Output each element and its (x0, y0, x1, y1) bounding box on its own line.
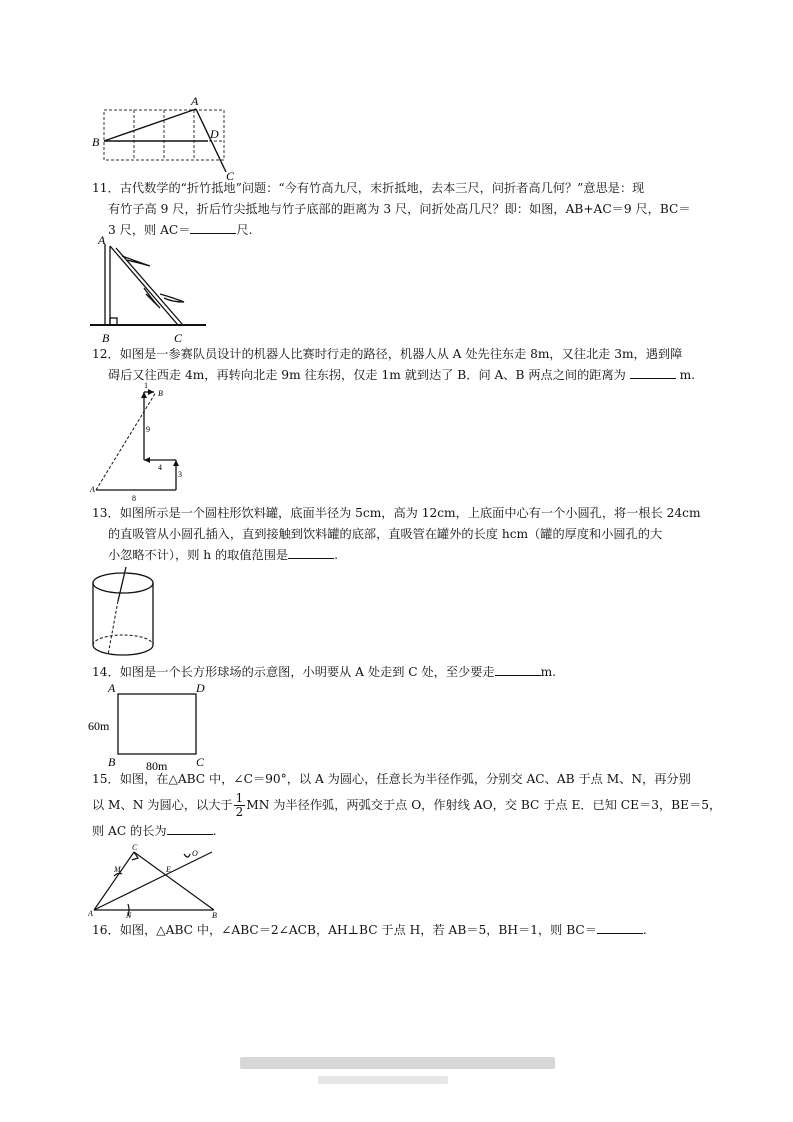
q15-label-n: N (126, 911, 132, 920)
q12-label-b: B (158, 389, 163, 398)
question-15 (92, 769, 724, 842)
q12-number: 12． (92, 347, 120, 361)
q16-line1-b: . (642, 923, 647, 937)
q12-label-a: A (90, 485, 95, 494)
q14-label-c: C (196, 755, 205, 769)
q14-line1-a: 如图是一个长方形球场的示意图，小明要从 A 处走到 C 处，至少要走 (119, 665, 495, 679)
q13-cylinder-figure (88, 565, 160, 665)
q12-seg-4: 4 (158, 463, 162, 472)
q11-line2: 有竹子高 9 尺，折后竹尖抵地与竹子底部的距离为 3 尺，问折处高几尺？即：如图，AB+AC＝9 尺，BC＝ (108, 202, 691, 216)
q14-line1-b: m. (540, 665, 557, 679)
q15-fraction (234, 792, 246, 819)
q14-side-length: 60m (88, 719, 110, 733)
q15-answer-blank[interactable] (167, 822, 213, 835)
q10-label-b: B (92, 135, 100, 149)
q14-field-figure (86, 680, 216, 772)
q12-line2-b: m. (679, 368, 696, 382)
q13-line2: 的直吸管从小圆孔插入，直到接触到饮料罐的底部，直吸管在罐外的长度 hcm（罐的厚度和小圆孔的大 (108, 527, 663, 541)
q15-line1: 如图，在△ABC 中，∠C＝90°，以 A 为圆心，任意长为半径作弧，分别交 AC、AB 于点 M、N，再分别 (119, 772, 691, 786)
q15-line2-b: MN 为半径作弧，两弧交于点 O，作射线 AO，交 BC 于点 E．已知 CE＝3，BE＝5， (246, 798, 722, 812)
q16-number: 16． (92, 923, 120, 937)
question-16 (92, 920, 724, 941)
q14-answer-blank[interactable] (495, 663, 541, 676)
q14-label-d: D (196, 681, 205, 695)
q15-label-c: C (132, 843, 138, 852)
q14-number: 14． (92, 665, 120, 679)
q15-frac-den: 2 (235, 805, 244, 819)
q11-figure (88, 232, 213, 344)
question-13 (92, 503, 724, 566)
q11-line1: 古代数学的“折竹抵地”问题：“今有竹高九尺，末折抵地，去本三尺，问折者高几何？”意思是：现 (119, 181, 645, 195)
footer-blur-line-1 (240, 1057, 555, 1069)
q11-label-a: A (98, 233, 106, 247)
q15-label-o: O (192, 849, 198, 858)
q11-label-b: B (102, 331, 110, 344)
q15-line2-a: 以 M、N 为圆心，以大于 (92, 798, 233, 812)
q16-answer-blank[interactable] (597, 921, 643, 934)
q15-label-a: A (88, 909, 93, 918)
q15-frac-num: 1 (235, 791, 244, 805)
q11-line3-b: 尺. (236, 223, 253, 237)
q14-label-a: A (108, 681, 116, 695)
q15-line3-b: . (212, 824, 217, 838)
q13-number: 13． (92, 506, 120, 520)
q10-label-c: C (226, 169, 235, 182)
q15-label-b: B (212, 911, 217, 920)
q12-answer-blank[interactable] (630, 366, 676, 379)
q11-number: 11． (92, 181, 120, 195)
q11-line3-a: 3 尺，则 AC＝ (108, 223, 191, 237)
q10-label-a: A (191, 94, 199, 108)
q15-label-m: M (114, 865, 121, 874)
q14-bottom-length: 80m (146, 759, 168, 772)
q15-line3-a: 则 AC 的长为 (92, 824, 167, 838)
q16-line1-a: 如图，△ABC 中，∠ABC＝2∠ACB，AH⊥BC 于点 H，若 AB＝5，BH＝1，则 BC＝ (119, 923, 597, 937)
q12-line2-a: 碍后又往西走 4m，再转向北走 9m 往东拐，仅走 1m 就到达了 B．问 A、B 两点之间的距离为 (108, 368, 626, 382)
q10-label-d: D (210, 127, 219, 141)
q12-seg-8: 8 (132, 494, 136, 502)
q13-answer-blank[interactable] (288, 546, 334, 559)
q12-seg-3: 3 (178, 470, 182, 479)
q12-seg-9: 9 (146, 425, 150, 434)
q13-line3-a: 小忽略不计），则 h 的取值范围是 (108, 548, 289, 562)
q14-label-b: B (108, 755, 116, 769)
footer-blur-line-2 (318, 1076, 448, 1084)
q10-figure (86, 92, 236, 182)
q15-number: 15． (92, 772, 120, 786)
q11-label-c: C (174, 331, 183, 344)
q13-line1: 如图所示是一个圆柱形饮料罐，底面半径为 5cm，高为 12cm，上底面中心有一个小圆孔，将一根长 24cm (119, 506, 701, 520)
q12-figure (88, 380, 198, 502)
q15-triangle-figure (88, 840, 223, 920)
q12-seg-1: 1 (144, 381, 148, 390)
q15-label-e: E (166, 865, 171, 874)
q12-line1: 如图是一参赛队员设计的机器人比赛时行走的路径，机器人从 A 处先往东走 8m，又往北走 3m，遇到障 (119, 347, 683, 361)
q13-line3-b: . (334, 548, 338, 562)
